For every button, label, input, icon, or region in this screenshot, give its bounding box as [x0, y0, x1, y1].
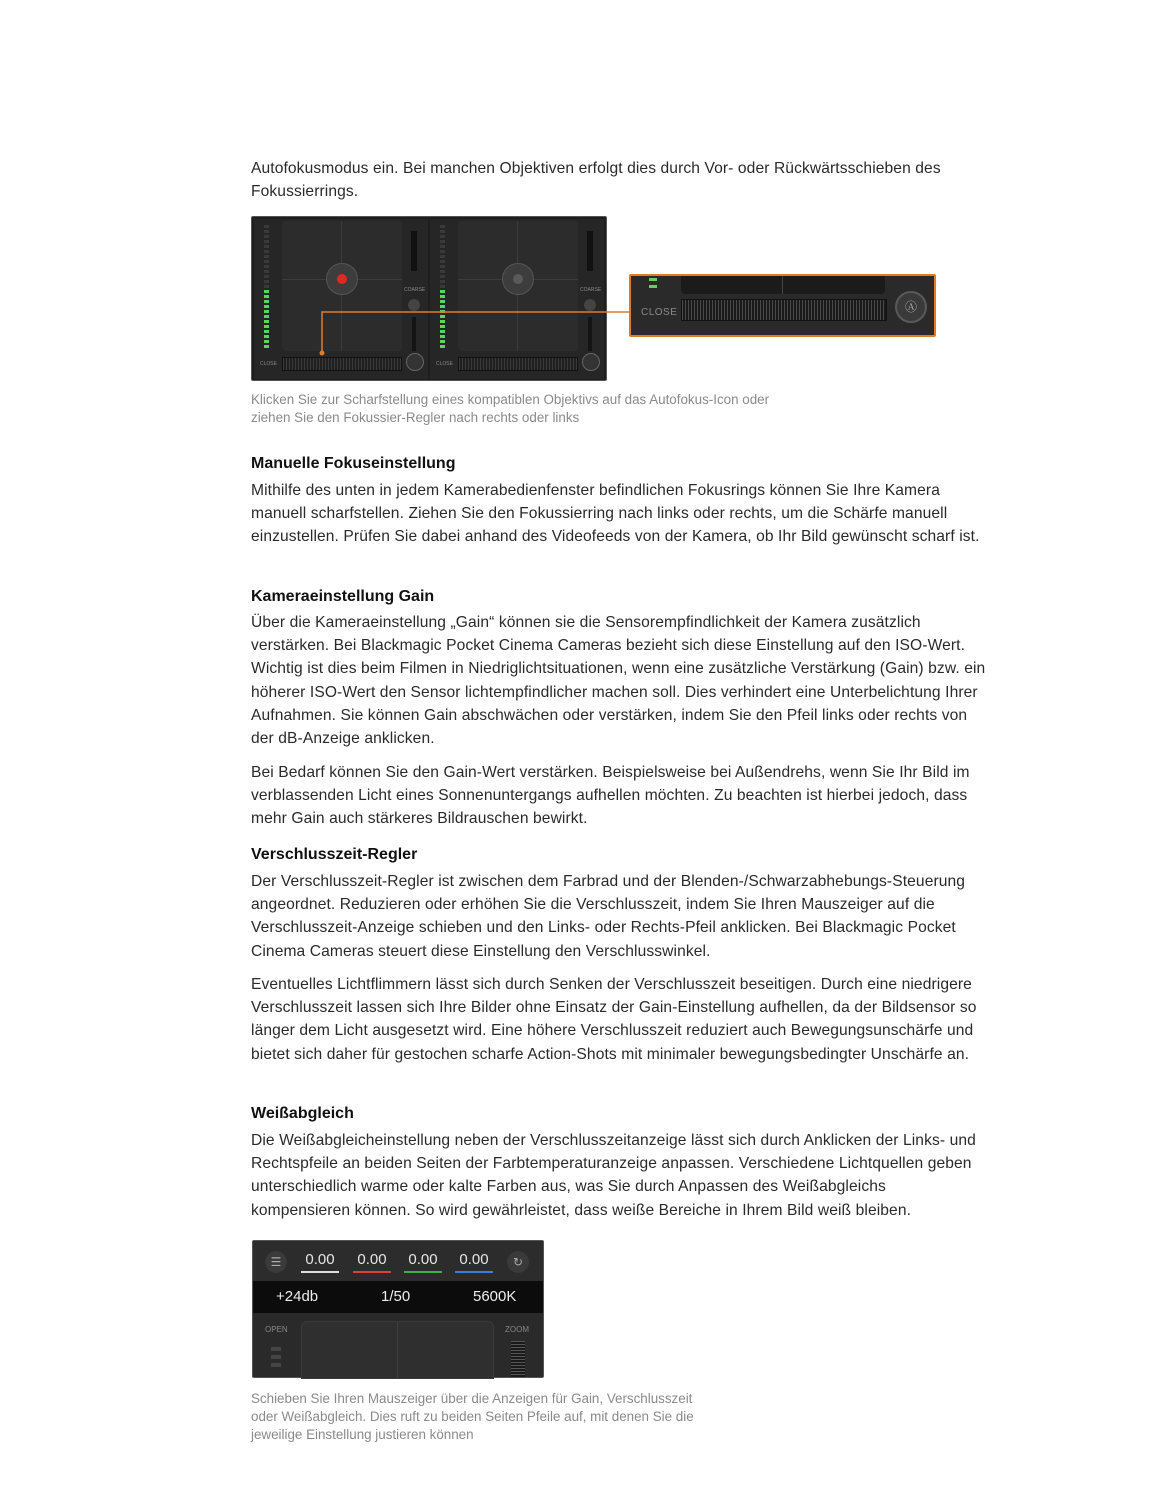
open-label: OPEN	[265, 1325, 288, 1334]
camera-settings-panel	[252, 1240, 544, 1378]
gain-paragraph-1: Über die Kameraeinstellung „Gain“ können sie die Sensorempfindlichkeit der Kamera zusätzlich verstärken. Bei Blackmagic Pocket Cinema Cameras bezieht sich diese Einstellung auf den ISO-Wert. Wichtig ist dies beim Filmen in Niedriglichtsituationen, wenn eine zusätzliche Verstärkung (Gain) bzw. ein höherer ISO-Wert den Sensor lichtempfindlicher machen soll. Dies verhindert eine Unterbelichtung Ihrer Aufnahmen. Sie können Gain abschwächen oder verstärken, indem Sie den Pfeil links oder rechts von der dB-Anzeige anklicken.	[251, 614, 986, 748]
close-label: CLOSE	[641, 307, 678, 318]
shutter-paragraph-2: Eventuelles Lichtflimmern lässt sich durch Senken der Verschlusszeit beseitigen. Durch eine niedrigere Verschlusszeit lassen sich Ihre Bilder ohne Einsatz der Gain-Einstellung aufhellen, da der Bildsensor so länger dem Licht ausgesetzt wird. Eine höhere Verschlusszeit reduziert auch Bewegungsunschärfe und bietet sich daher für gestochen scharfe Action-Shots mit minimaler bewegungsbedingter Unschärfe an.	[251, 976, 977, 1063]
close-label: CLOSE	[436, 361, 453, 367]
zoom-label: ZOOM	[505, 1325, 529, 1334]
focus-zoom-callout	[629, 274, 936, 337]
intro-paragraph: Autofokusmodus ein. Bei manchen Objektiven erfolgt dies durch Vor- oder Rückwärtsschieben des Fokussierrings.	[251, 160, 941, 201]
level-indicator	[649, 278, 657, 292]
autofocus-icon[interactable]: Ⓐ	[895, 291, 927, 323]
figure1-caption: Klicken Sie zur Scharfstellung eines kompatiblen Objektivs auf das Autofokus-Icon oder ziehen Sie den Fokussier-Regler nach rechts oder links	[251, 392, 770, 425]
lift-master[interactable]: 0.00	[301, 1251, 339, 1273]
gain-display[interactable]: +24db	[276, 1288, 319, 1305]
zoom-slider[interactable]	[511, 1341, 525, 1377]
callout-connector	[0, 0, 1156, 400]
heading-shutter: Verschlusszeit-Regler	[251, 846, 418, 863]
figure2-caption: Schieben Sie Ihren Mauszeiger über die Anzeigen für Gain, Verschlusszeit oder Weißabgleich. Dies ruft zu beiden Seiten Pfeile auf, mit denen Sie die jeweilige Einstellung justieren können	[251, 1391, 694, 1442]
shutter-display[interactable]: 1/50	[381, 1288, 411, 1305]
close-label: CLOSE	[260, 361, 277, 367]
focus-wheel-enlarged[interactable]	[681, 299, 887, 321]
coarse-label: COARSE	[404, 287, 426, 293]
shutter-paragraph-1: Der Verschlusszeit-Regler ist zwischen dem Farbrad und der Blenden-/Schwarzabhebungs-Steuerung angeordnet. Reduzieren oder erhöhen Sie die Verschlusszeit, indem Sie Ihren Mauszeiger auf die Verschlusszeit-Anzeige schieben und den Links- oder Rechts-Pfeil anklicken. Bei Blackmagic Pocket Cinema Cameras steuert diese Einstellung den Verschlusswinkel.	[251, 873, 966, 960]
heading-manual-focus: Manuelle Fokuseinstellung	[251, 455, 456, 472]
reset-icon[interactable]: ↻	[507, 1251, 529, 1273]
white-balance-paragraph: Die Weißabgleicheinstellung neben der Verschlusszeitanzeige lässt sich durch Anklicken der Links- und Rechtspfeile an beiden Seiten der Farbtemperaturanzeige anpassen. Verschiedene Lichtquellen geben unterschiedlich warme oder kalte Farben aus, was Sie durch Anpassen des Weißabgleichs kompensieren können. So wird gewährleistet, dass weiße Bereiche in Ihrem Bild weiß bleiben.	[251, 1132, 976, 1219]
lift-green[interactable]: 0.00	[404, 1251, 442, 1273]
white-balance-display[interactable]: 5600K	[473, 1288, 517, 1305]
lift-red[interactable]: 0.00	[353, 1251, 391, 1273]
coarse-label: COARSE	[580, 287, 602, 293]
color-wheel-area[interactable]	[301, 1321, 494, 1379]
menu-icon[interactable]: ☰	[265, 1251, 287, 1273]
gain-paragraph-2: Bei Bedarf können Sie den Gain-Wert verstärken. Beispielsweise bei Außendrehs, wenn Sie Ihr Bild im verblassenden Licht eines Sonnenuntergangs aufhellen möchten. Zu beachten ist hierbei jedoch, dass mehr Gain auch stärkeres Bildrauschen bewirkt.	[251, 764, 970, 828]
manual-focus-paragraph: Mithilfe des unten in jedem Kamerabedienfenster befindlichen Fokusrings können Sie Ihre Kamera manuell scharfstellen. Ziehen Sie den Fokussierring nach links oder rechts, um die Schärfe manuell einzustellen. Prüfen Sie dabei anhand des Videofeeds von der Kamera, ob Ihr Bild gewünscht scharf ist.	[251, 482, 980, 546]
heading-white-balance: Weißabgleich	[251, 1105, 354, 1122]
settings-strip	[253, 1281, 543, 1313]
heading-gain: Kameraeinstellung Gain	[251, 588, 435, 605]
lift-blue[interactable]: 0.00	[455, 1251, 493, 1273]
iris-indicator	[271, 1347, 281, 1371]
